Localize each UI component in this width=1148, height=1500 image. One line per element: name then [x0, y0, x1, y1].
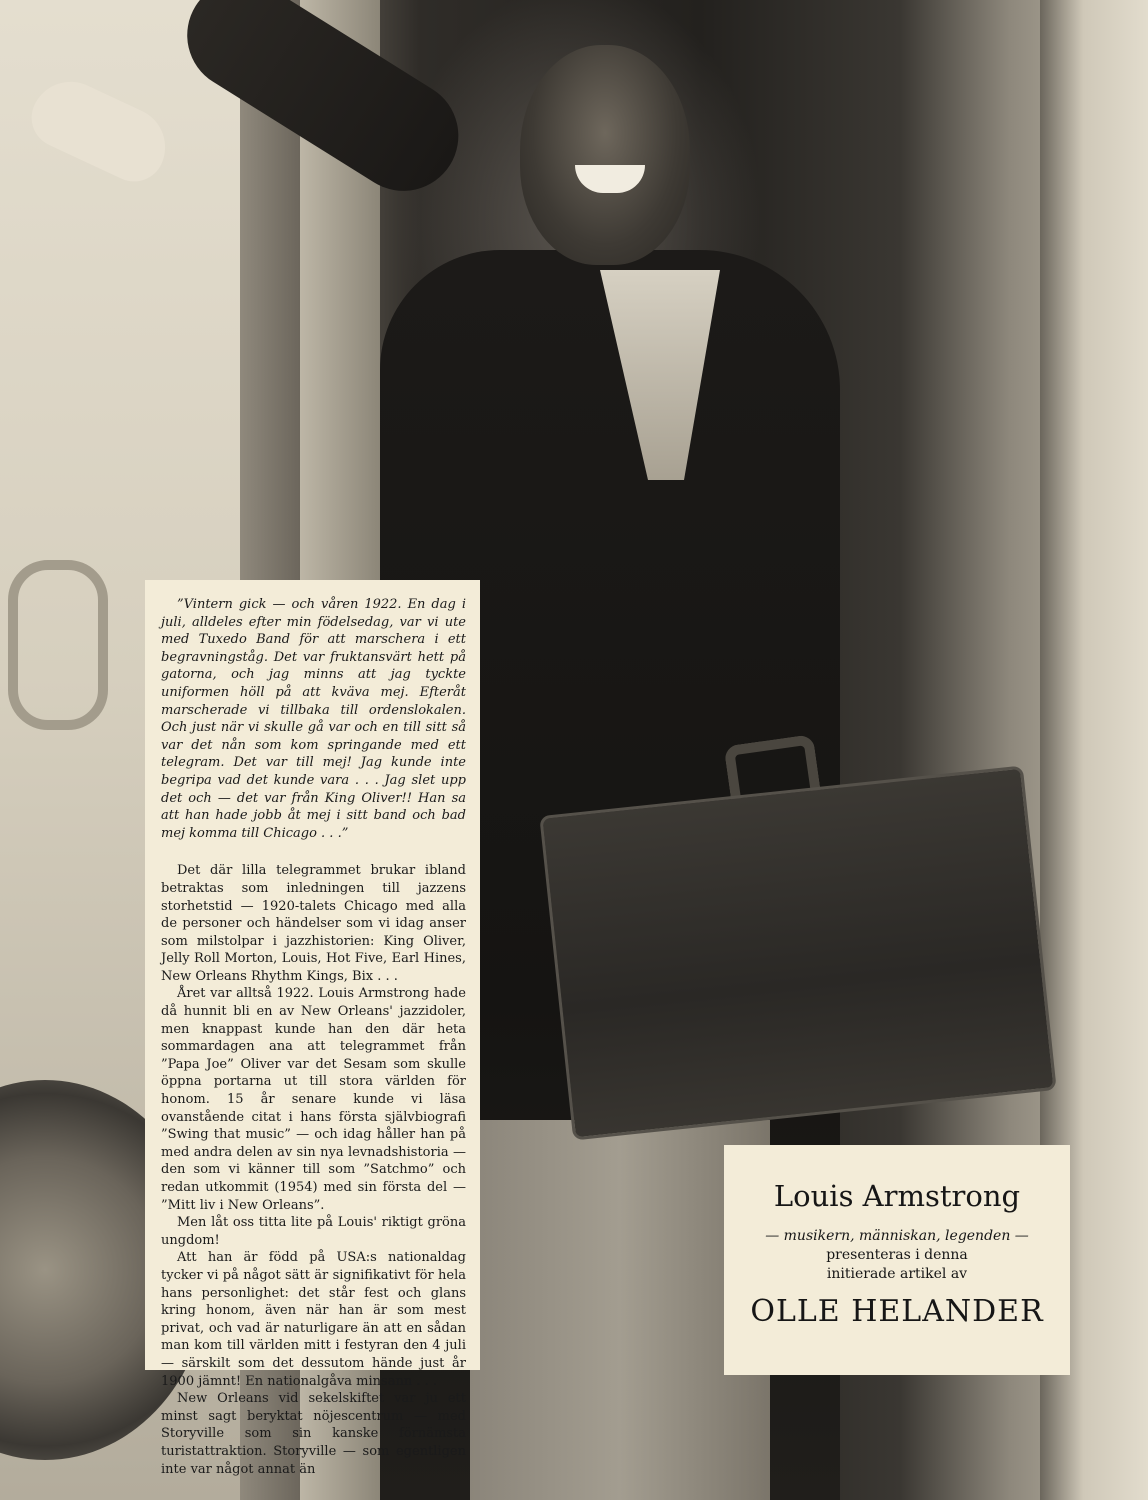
article-paragraph: Året var alltså 1922. Louis Armstrong hade då hunnit bli en av New Orleans' jazzidoler, men knappast kunde han den där heta sommardagen ana att telegrammet från ”Papa Joe” Oliver var det Sesam som skulle öppna portarna ut till stora världen för honom. 15 år senare kunde vi läsa ovanstående citat i hans första självbiografi ”Swing that music” — och idag håller han på med andra delen av sin nya levnadshistoria — den som vi känner till som ”Satchmo” och redan utkommit (1954) med sin första del — ”Mitt liv i New Orleans”.: [161, 986, 466, 1213]
article-paragraph: New Orleans vid sekelskiftet var ju ett minst sagt beryktat nöjescentrum — med Storyville som sin kanske förnämsta turistattraktion. Storyville — som egentligen inte var något annat än: [161, 1391, 466, 1477]
article-title: Louis Armstrong: [773, 1179, 1021, 1213]
article-intro-line-2: initierade artikel av: [826, 1266, 968, 1282]
article-intro-line-1: presenteras i denna: [826, 1247, 968, 1263]
article-text-box: [145, 580, 480, 1477]
article-tagline: — musikern, människan, legenden —: [765, 1228, 1029, 1244]
article-paragraph: Det där lilla telegrammet brukar ibland betraktas som inledningen till jazzens storhetstid — 1920-talets Chicago med alla de personer och händelser som vi idag anser som milstolpar i jazzhistorien: King Oliver, Jelly Roll Morton, Louis, Hot Five, Earl Hines, New Orleans Rhythm Kings, Bix . . .: [161, 863, 466, 984]
article-author: OLLE HELANDER: [750, 1294, 1044, 1329]
article-quote: ”Vintern gick — och våren 1922. En dag i juli, alldeles efter min födelsedag, var vi ute med Tuxedo Band för att marschera i ett begravningståg. Det var fruktansvärt hett på gatorna, och jag minns att jag tyckte uniformen höll på att kväva mej. Efteråt marscherade vi tillbaka till ordenslokalen. Och just när vi skulle gå var och en till sitt så var det nån som kom springande med ett telegram. Det var till mej! Jag kunde inte begripa vad det kunde vara . . . Jag slet upp det och — det var från King Oliver!! Han sa att han hade jobb åt mej i sitt band och bad mej komma till Chicago . . .”: [161, 597, 466, 841]
article-paragraph: Men låt oss titta lite på Louis' riktigt gröna ungdom!: [161, 1215, 466, 1248]
photo-head: [520, 45, 690, 265]
photo-bus-window: [8, 560, 108, 730]
photo-suitcase: [539, 765, 1056, 1140]
article-paragraph: Att han är född på USA:s nationaldag tycker vi på något sätt är signifikativt för hela hans personlighet: det står fest och glans kring honom, även när han är som mest privat, och vad är naturligare än att en sådan man kom till världen mitt i festyran den 4 juli — särskilt som det dessutom hände just år 1900 jämnt! En nationalgåva minsann . . .: [161, 1250, 466, 1389]
title-box: [724, 1145, 1070, 1375]
